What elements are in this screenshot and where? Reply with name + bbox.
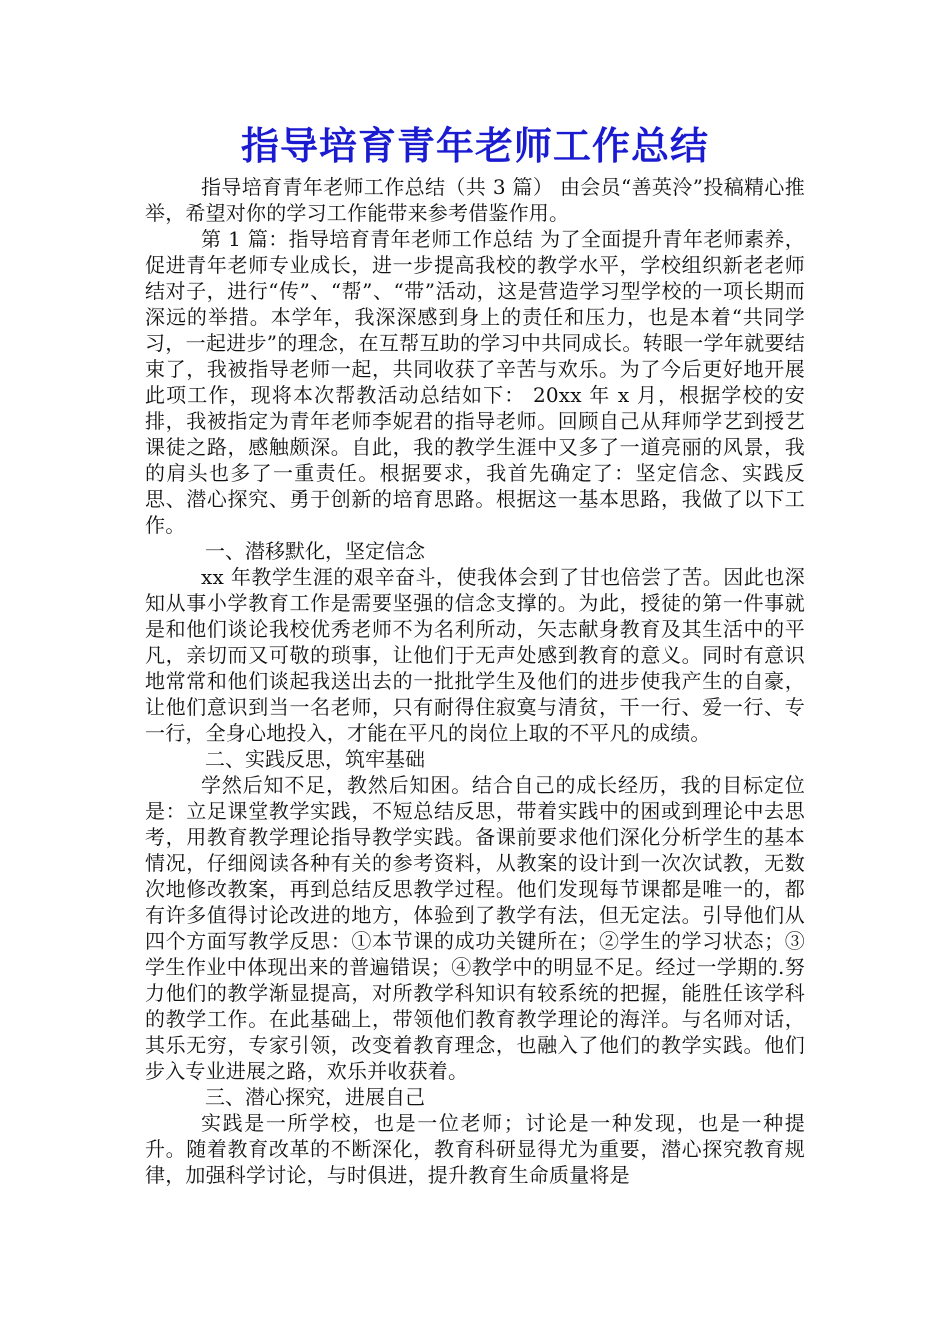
part1-intro-paragraph: 第 1 篇：指导培育青年老师工作总结 为了全面提升青年老师素养，促进青年老师专业成长，进一步提高我校的教学水平，学校组织新老老师结对子，进行“传”、“帮”、“带”活动，这是营造学习型学校的一项长期而深远的举措。本学年，我深深感到身上的责任和压力，也是本着“共同学习，一起进步”的理念，在互帮互助的学习中共同成长。转眼一学年就要结束了，我被指导老师一起，共同收获了辛苦与欢乐。为了今后更好地开展此项工作，现将本次帮教活动总结如下： 20xx 年 x 月，根据学校的安排，我被指定为青年老师李妮君的指导老师。回顾自己从拜师学艺到授艺课徒之路，感触颇深。自此，我的教学生涯中又多了一道亮丽的风景，我的肩头也多了一重责任。根据要求，我首先确定了：坚定信念、实践反思、潜心探究、勇于创新的培育思路。根据这一基本思路，我做了以下工作。: [145, 227, 805, 537]
section-body-3: 实践是一所学校，也是一位老师；讨论是一种发现，也是一种提升。随着教育改革的不断深化，教育科研显得尤为重要，潜心探究教育规律，加强科学讨论，与时俱进，提升教育生命质量将是: [145, 1111, 805, 1187]
document-title: 指导培育青年老师工作总结: [240, 124, 709, 168]
section-heading-3: 三、潜心探究，进展自己: [205, 1085, 425, 1109]
section-heading-2: 二、实践反思，筑牢基础: [205, 747, 425, 771]
section-heading-1: 一、潜移默化，坚定信念: [205, 539, 425, 563]
section-body-1: xx 年教学生涯的艰辛奋斗，使我体会到了甘也倍尝了苦。因此也深知从事小学教育工作是需要坚强的信念支撑的。为此，授徒的第一件事就是和他们谈论我校优秀老师不为名利所动，矢志献身教育及其生活中的平凡，亲切而又可敬的琐事，让他们于无声处感到教育的意义。同时有意识地常常和他们谈起我送出去的一批批学生及他们的进步使我产生的自豪，让他们意识到当一名老师，只有耐得住寂寞与清贫，干一行、爱一行、专一行，全身心地投入，才能在平凡的岗位上取的不平凡的成绩。: [145, 565, 805, 745]
intro-paragraph: 指导培育青年老师工作总结（共 3 篇） 由会员“善英泠”投稿精心推举，希望对你的学习工作能带来参考借鉴作用。: [145, 175, 805, 225]
document-page: [145, 118, 805, 1188]
section-body-2: 学然后知不足，教然后知困。结合自己的成长经历，我的目标定位是：立足课堂教学实践，不短总结反思，带着实践中的困或到理论中去思考，用教育教学理论指导教学实践。备课前要求他们深化分析学生的基本情况，仔细阅读各种有关的参考资料，从教案的设计到一次次试教，无数次地修改教案，再到总结反思教学过程。他们发现每节课都是唯一的，都有许多值得讨论改进的地方，体验到了教学有法，但无定法。引导他们从四个方面写教学反思：①本节课的成功关键所在；②学生的学习状态；③学生作业中体现出来的普遍错误；④教学中的明显不足。经过一学期的.努力他们的教学渐显提高，对所教学科知识有较系统的把握，能胜任该学科的教学工作。在此基础上，带领他们教育教学理论的海洋。与名师对话，其乐无穷，专家引领，改变着教育理念，也融入了他们的教学实践。他们步入专业进展之路，欢乐并收获着。: [145, 773, 805, 1083]
